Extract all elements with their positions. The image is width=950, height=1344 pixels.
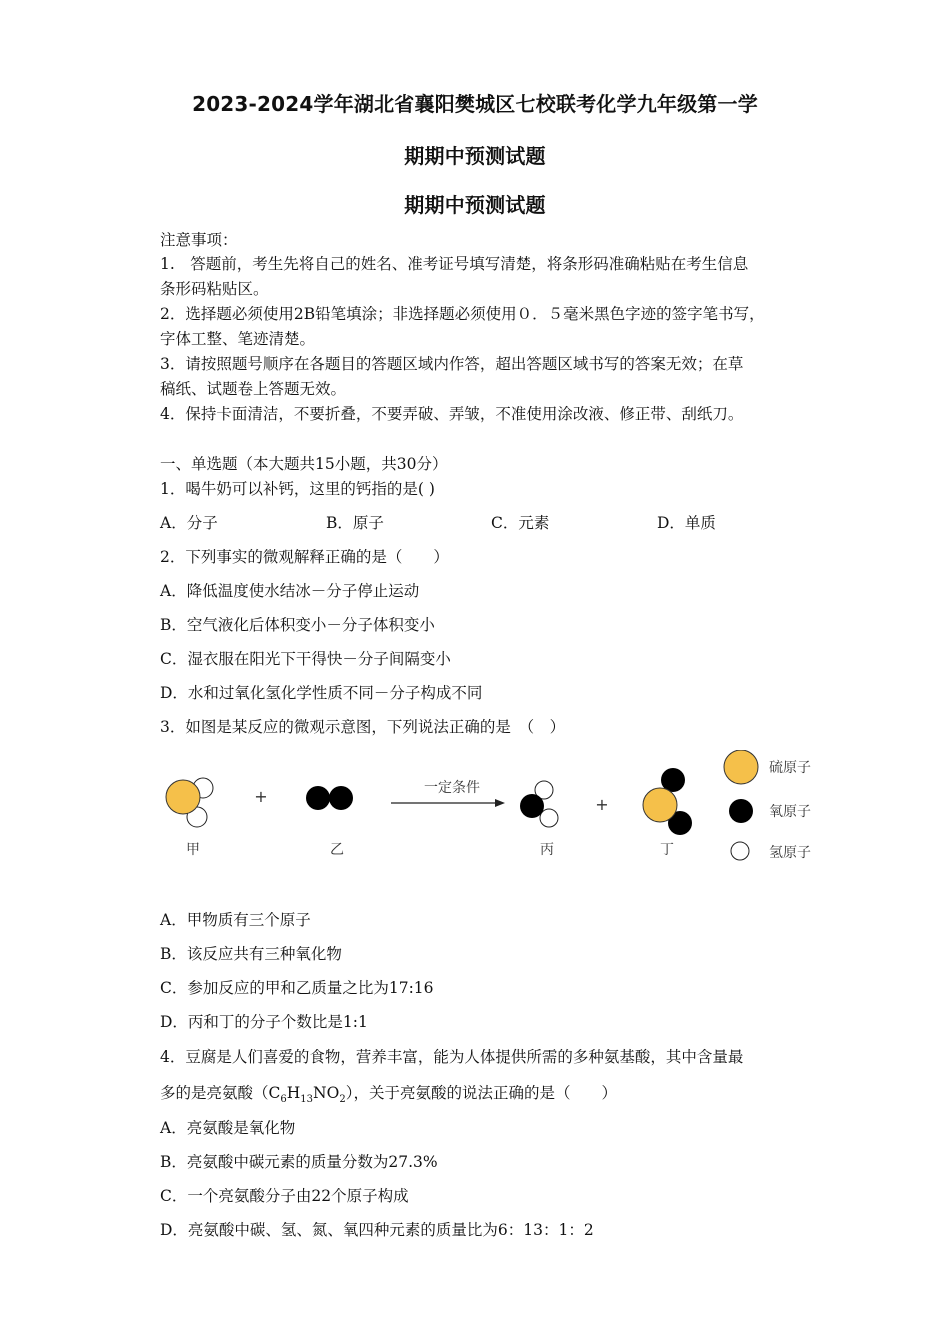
reaction-diagram	[155, 750, 835, 875]
question-2-option-d: D．水和过氧化氢化学性质不同－分子构成不同	[160, 684, 483, 702]
molecule-bing	[520, 781, 558, 827]
notice-line: 稿纸、试题卷上答题无效。	[160, 380, 347, 398]
molecule-ding	[643, 768, 692, 835]
question-2-stem: 2．下列事实的微观解释正确的是（ ）	[160, 548, 449, 566]
legend	[724, 750, 811, 861]
question-2-option-c: C．湿衣服在阳光下干得快－分子间隔变小	[160, 650, 451, 668]
sulfur-atom	[166, 780, 200, 814]
plus-sign: +	[254, 787, 268, 806]
formula-subscript: 2	[339, 1094, 346, 1106]
question-1-option-b: B．原子	[326, 514, 384, 532]
label-yi: 乙	[330, 842, 344, 858]
stem-text: 多的是亮氨酸（	[160, 1084, 269, 1102]
notice-line: 4．保持卡面清洁，不要折叠，不要弄破、弄皱，不准使用涂改液、修正带、刮纸刀。	[160, 405, 744, 423]
oxygen-atom	[520, 794, 544, 818]
arrow-head-icon	[495, 799, 505, 807]
page-title-line-2: 期期中预测试题	[404, 144, 546, 168]
molecule-jia	[166, 778, 213, 827]
formula-subscript: 6	[280, 1094, 287, 1106]
question-4-option-c: C．一个亮氨酸分子由22个原子构成	[160, 1187, 409, 1205]
legend-hydrogen-label: 氢原子	[769, 845, 811, 861]
question-4-stem-line-1: 4．豆腐是人们喜爱的食物，营养丰富，能为人体提供所需的多种氨基酸，其中含量最	[160, 1048, 744, 1066]
formula-element: NO	[313, 1084, 340, 1102]
question-1-option-d: D．单质	[657, 514, 716, 532]
notice-line: 2．选择题必须使用2B铅笔填涂；非选择题必须使用０．５毫米黑色字迹的签字笔书写，	[160, 305, 765, 323]
question-4-option-a: A．亮氨酸是氧化物	[160, 1119, 296, 1137]
formula-subscript: 13	[300, 1094, 314, 1106]
chemical-formula	[268, 1084, 346, 1106]
notice-heading: 注意事项：	[160, 231, 238, 249]
question-3-option-c: C．参加反应的甲和乙质量之比为17:16	[160, 979, 434, 997]
question-3-option-a: A．甲物质有三个原子	[160, 911, 311, 929]
label-jia: 甲	[186, 842, 200, 858]
question-1-option-c: C．元素	[491, 514, 550, 532]
molecule-yi	[306, 786, 353, 810]
legend-oxygen-label: 氧原子	[769, 804, 811, 820]
formula-element: C	[268, 1084, 281, 1102]
label-bing: 丙	[540, 842, 554, 858]
question-4-stem-line-2	[160, 1081, 617, 1105]
notice-line: 条形码粘贴区。	[160, 280, 269, 298]
notice-line: 3．请按照题号顺序在各题目的答题区域内作答，超出答题区域书写的答案无效；在草	[160, 355, 744, 373]
sulfur-atom	[643, 788, 677, 822]
question-3-stem: 3．如图是某反应的微观示意图，下列说法正确的是 （ ）	[160, 718, 566, 736]
question-1-option-a: A．分子	[160, 514, 218, 532]
page-title-line-3: 期期中预测试题	[404, 193, 546, 217]
legend-sulfur-label: 硫原子	[769, 760, 811, 776]
page-title-line-1: 2023-2024学年湖北省襄阳樊城区七校联考化学九年级第一学	[192, 92, 758, 116]
legend-hydrogen-swatch	[731, 842, 749, 860]
question-4-option-b: B．亮氨酸中碳元素的质量分数为27.3%	[160, 1153, 438, 1171]
question-4-option-d: D．亮氨酸中碳、氢、氮、氧四种元素的质量比为6：13：1：2	[160, 1221, 594, 1239]
question-3-option-d: D．丙和丁的分子个数比是1:1	[160, 1013, 368, 1031]
notice-line: 1. 答题前，考生先将自己的姓名、准考证号填写清楚，将条形码准确粘贴在考生信息	[160, 255, 749, 273]
label-ding: 丁	[660, 842, 674, 858]
oxygen-atom	[306, 786, 330, 810]
section-heading: 一、单选题（本大题共15小题，共30分）	[160, 455, 448, 473]
question-1-stem: 1．喝牛奶可以补钙，这里的钙指的是( )	[160, 480, 435, 498]
question-2-option-a: A．降低温度使水结冰－分子停止运动	[160, 582, 420, 600]
notice-line: 字体工整、笔迹清楚。	[160, 330, 316, 348]
oxygen-atom	[329, 786, 353, 810]
formula-element: H	[286, 1084, 301, 1102]
stem-text: ），关于亮氨酸的说法正确的是（ ）	[345, 1084, 617, 1102]
hydrogen-atom	[540, 809, 558, 827]
plus-sign: +	[595, 795, 609, 814]
question-2-option-b: B．空气液化后体积变小－分子体积变小	[160, 616, 435, 634]
legend-sulfur-swatch	[724, 750, 758, 784]
legend-oxygen-swatch	[729, 799, 753, 823]
question-3-option-b: B．该反应共有三种氧化物	[160, 945, 342, 963]
reaction-condition: 一定条件	[424, 780, 480, 796]
